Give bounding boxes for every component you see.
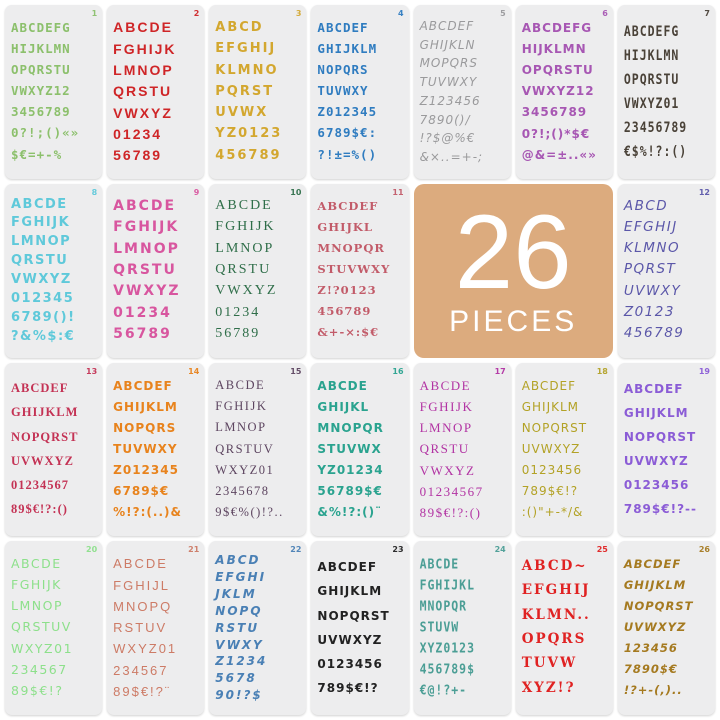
stencil-line: :()"+-*/& (521, 505, 584, 520)
sheet-number: 21 (188, 545, 200, 555)
stencil-line: 456789 (317, 304, 372, 319)
stencil-line: 0123456 (623, 477, 690, 492)
stencil-line: 123456 (623, 640, 678, 655)
stencil-line: ABCDEF (317, 199, 379, 214)
sheet-number: 11 (392, 187, 404, 197)
stencil-line: ABCDE (113, 198, 177, 215)
stencil-line: FGHIJK (113, 219, 180, 236)
piece-count-badge (414, 184, 613, 358)
stencil-sheet (107, 5, 204, 179)
stencil-line: Z012345 (317, 104, 378, 120)
stencil-line: FGHIJK (11, 215, 71, 231)
stencil-line: 89$€!?:() (419, 505, 482, 521)
stencil-line: LMNOP (11, 234, 72, 250)
stencil-line: GHIJKLM (521, 399, 580, 414)
stencil-sheet (516, 5, 613, 179)
stencil-sheet (209, 363, 306, 537)
stencil-line: STUVWX (317, 441, 382, 456)
stencil-line: OPQRSTU (11, 61, 71, 77)
stencil-line: MNOPQR (317, 420, 384, 435)
stencil-line: UVWXYZ (623, 619, 687, 634)
stencil-line: FGHIJKL (419, 576, 476, 593)
stencil-sheet (5, 541, 102, 715)
stencil-line: QRSTU (113, 83, 173, 100)
stencil-line: TUVW (521, 655, 578, 672)
sheet-number: 23 (392, 545, 404, 555)
sheet-number: 24 (494, 545, 506, 555)
stencil-line: HIJKLMN (623, 45, 680, 64)
stencil-line: NOPQRS (317, 61, 369, 77)
stencil-line: ABCDE (11, 555, 62, 571)
stencil-line: GHIJKLM (113, 399, 178, 414)
stencil-line: 7890$€ (623, 661, 678, 676)
stencil-line: 56789 (113, 147, 163, 164)
stencil-line: VWXYZ (419, 462, 476, 478)
stencil-line: VWXYZ (113, 104, 173, 121)
stencil-sheet (516, 363, 613, 537)
sheet-number: 17 (494, 366, 506, 376)
stencil-line: Z0123 (623, 303, 675, 320)
stencil-line: GHIJKLM (317, 584, 383, 599)
stencil-line: ABCD (623, 197, 669, 214)
stencil-line: 89$€!?:() (11, 502, 68, 517)
stencil-line: 6789$€ (113, 484, 170, 499)
sheet-number: 7 (704, 9, 710, 18)
stencil-sheet (414, 363, 511, 537)
stencil-line: HIJKLMN (521, 42, 587, 57)
stencil-line: FGHIJK (11, 577, 62, 593)
stencil-line: GHIJKLM (623, 577, 687, 592)
stencil-line: GHIJKLM (11, 405, 79, 420)
stencil-line: ABCDEFG (11, 19, 71, 35)
stencil-line: UVWXYZ (521, 441, 581, 456)
stencil-line: 789$€!? (317, 680, 379, 695)
stencil-line: ABCDE (11, 196, 68, 212)
stencil-line: ABCD (215, 553, 261, 568)
stencil-line: QRSTU (215, 262, 272, 278)
stencil-line: YZ01234 (317, 462, 384, 477)
stencil-line: STUVW (419, 618, 460, 635)
sheet-number: 2 (193, 9, 200, 18)
stencil-line: NOPQRST (317, 608, 390, 623)
stencil-line: KLMNO (215, 62, 279, 78)
stencil-line: 01234567 (419, 483, 484, 499)
stencil-line: 234567 (113, 662, 169, 678)
stencil-sheet (311, 363, 408, 537)
stencil-sheet (618, 5, 715, 179)
stencil-line: &×..=+-; (419, 150, 484, 164)
stencil-line: ABCDE (215, 378, 266, 393)
stencil-line: PQRST (623, 261, 677, 278)
stencil-line: EFGHI (215, 570, 267, 584)
stencil-line: 3456789 (521, 105, 588, 120)
stencil-line: 3456789 (11, 104, 71, 120)
stencil-line: 012345 (11, 290, 75, 306)
stencil-line: !?+-(,).. (623, 682, 683, 697)
stencil-line: !?$@%€ (419, 131, 476, 146)
stencil-line: Z012345 (113, 462, 179, 477)
stencil-line: GHIJKLM (317, 40, 378, 56)
stencil-line: LMNOP (215, 420, 267, 435)
stencil-line: 456789$ (419, 660, 476, 677)
stencil-line: MOPQRS (419, 56, 478, 71)
stencil-line: ABCDEFG (521, 21, 593, 36)
sheet-number: 10 (290, 187, 302, 197)
stencil-line: 01234 (113, 304, 172, 321)
stencil-sheet (107, 184, 204, 358)
stencil-line: ABCDE (419, 377, 472, 393)
sheet-number: 6 (602, 9, 608, 18)
stencil-line: LMNOP (419, 420, 473, 436)
stencil-line: ABCDEF (113, 378, 173, 393)
stencil-sheet (618, 363, 715, 537)
stencil-line: OPQRSTU (623, 69, 680, 88)
stencil-line: 56789 (215, 326, 261, 342)
stencil-line: ABCDE (113, 19, 173, 36)
stencil-line: GHIJKLM (623, 405, 689, 420)
stencil-line: 456789 (215, 147, 282, 163)
stencil-line: XYZ0123 (419, 639, 476, 656)
sheet-number: 20 (86, 545, 98, 555)
stencil-line: 2345678 (215, 483, 270, 498)
sheet-number: 18 (596, 366, 608, 376)
stencil-sheet (209, 5, 306, 179)
stencil-line: FGHIJK (113, 40, 177, 57)
sheet-number: 13 (86, 366, 98, 376)
stencil-line: UVWXY (623, 282, 682, 299)
stencil-line: 01234567 (11, 477, 69, 492)
stencil-line: &+-×:$€ (317, 325, 380, 340)
stencil-line: 9$€%()!?.. (215, 505, 284, 520)
stencil-line: GHIJKL (317, 399, 370, 414)
stencil-sheet (618, 184, 715, 358)
stencil-line: ABCDEF (521, 378, 577, 393)
stencil-line: OPQRSTU (521, 63, 594, 78)
sheet-number: 4 (397, 9, 404, 18)
stencil-line: GHIJKL (317, 220, 374, 235)
stencil-line: QRSTU (11, 253, 69, 269)
stencil-line: 0123456 (521, 462, 583, 477)
stencil-line: UVWXYZ (623, 453, 689, 468)
stencil-line: VWXYZ01 (623, 93, 680, 112)
stencil-line: 0?!;()*$€ (521, 126, 591, 141)
stencil-line: YZ0123 (215, 126, 283, 142)
stencil-line: %!?:(..)& (113, 505, 182, 520)
stencil-line: 56789 (113, 326, 172, 343)
stencil-line: MNOPQR (419, 597, 468, 614)
stencil-line: Z123456 (419, 93, 481, 108)
stencil-line: ABCD (215, 20, 264, 36)
stencil-line: XYZ!? (521, 679, 576, 696)
stencil-line: JKLM (215, 586, 257, 601)
stencil-sheet (414, 5, 511, 179)
stencil-line: NOPQ (215, 603, 263, 618)
stencil-line: FGHIJK (419, 398, 474, 414)
stencil-line: ABCDEF (11, 381, 69, 396)
stencil-line: UVWXYZ (11, 453, 74, 468)
stencil-line: ABCDEFG (623, 21, 680, 40)
stencil-line: TUVWXY (317, 83, 369, 99)
stencil-line: NOPQRST (623, 598, 694, 613)
stencil-line: QRSTUV (11, 619, 72, 635)
stencil-sheet (516, 541, 613, 715)
stencil-line: PQRST (215, 83, 275, 99)
stencil-line: NOPQRS (113, 420, 177, 435)
stencil-line: WXYZ01 (215, 462, 275, 477)
stencil-line: VWXYZ12 (11, 83, 71, 99)
stencil-sheet (5, 363, 102, 537)
stencil-line: HIJKLMN (11, 40, 71, 56)
stencil-line: €@!?+- (419, 681, 468, 698)
stencil-sheet (5, 5, 102, 179)
stencil-line: UVWX (215, 105, 269, 121)
stencil-line: 6789$€: (317, 125, 378, 141)
stencil-line: LMNOP (215, 240, 275, 256)
stencil-line: OPQRS (521, 631, 587, 647)
stencil-line: 89$€!?¨ (113, 683, 172, 699)
stencil-line: 01234 (113, 126, 163, 143)
stencil-line: LMNOP (113, 240, 180, 257)
stencil-line: ABCDE (317, 378, 368, 393)
stencil-line: VWXYZ (113, 283, 181, 300)
sheet-number: 15 (290, 366, 302, 376)
stencil-sheet (5, 184, 102, 358)
stencil-line: EFGHIJ (623, 218, 678, 235)
stencil-line: TUVWXY (419, 75, 478, 89)
stencil-sheet (414, 541, 511, 715)
sheet-number: 26 (698, 545, 710, 555)
piece-count-label: PIECES (449, 304, 578, 338)
stencil-sheet (209, 541, 306, 715)
stencil-line: QRSTUV (215, 441, 275, 456)
stencil-line: EFGHIJ (215, 41, 277, 57)
stencil-line: FGHIJK (215, 219, 276, 235)
stencil-sheet (107, 541, 204, 715)
stencil-line: 5678 (215, 671, 257, 686)
stencil-sheet (311, 541, 408, 715)
stencil-sheet (311, 5, 408, 179)
stencil-line: ABCD~ (521, 558, 588, 575)
sheet-number: 9 (193, 187, 200, 197)
stencil-line: VWXYZ (215, 283, 278, 299)
stencil-line: RSTU (215, 620, 260, 635)
stencil-line: ABCDEF (317, 560, 378, 575)
stencil-line: LMNOP (113, 62, 174, 79)
stencil-line: 789$€!? (521, 484, 579, 499)
stencil-line: FGHIJK (215, 399, 268, 414)
stencil-line: MNOPQ (113, 598, 173, 614)
stencil-line: NOPQRST (521, 420, 588, 435)
stencil-line: $€=+-% (11, 146, 63, 162)
stencil-line: ?!±=%() (317, 146, 378, 162)
stencil-line: 89$€!? (11, 682, 64, 698)
sheet-number: 5 (500, 9, 506, 18)
stencil-line: 6789()! (11, 309, 76, 325)
stencil-line: TUVWXY (113, 441, 178, 456)
stencil-line: QRSTU (113, 262, 177, 279)
stencil-sheet (311, 184, 408, 358)
stencil-line: VWXYZ (11, 272, 72, 288)
stencil-line: &%!?:()¨ (317, 505, 383, 520)
stencil-line: 0123456 (317, 656, 383, 671)
stencil-line: Z1234 (215, 654, 268, 669)
stencil-line: Z!?0123 (317, 283, 377, 298)
sheet-number: 14 (188, 366, 200, 376)
sheet-number: 19 (698, 366, 710, 376)
sheet-number: 25 (596, 545, 608, 555)
stencil-line: €$%!?:() (623, 141, 688, 160)
stencil-line: GHIJKLN (419, 37, 476, 52)
stencil-line: ?&%$:€ (11, 328, 76, 344)
stencil-line: 0?!;()«» (11, 125, 80, 141)
sheet-number: 8 (91, 187, 98, 197)
stencil-line: STUVWXY (317, 262, 391, 277)
stencil-line: ABCDE (215, 198, 273, 214)
stencil-line: VWXYZ12 (521, 84, 595, 99)
stencil-line: 234567 (11, 661, 68, 677)
stencil-line: 7890()/ (419, 112, 471, 127)
stencil-sheet (618, 541, 715, 715)
stencil-line: 01234 (215, 304, 261, 320)
piece-count: 26 (454, 193, 572, 311)
stencil-line: NOPQRST (11, 429, 79, 444)
stencil-sheet (209, 184, 306, 358)
stencil-sheet (107, 363, 204, 537)
sheet-number: 1 (91, 9, 98, 18)
stencil-line: VWXY (215, 637, 264, 652)
stencil-line: WXYZ01 (11, 640, 74, 656)
sheet-number: 16 (392, 366, 404, 376)
stencil-line: ABCDE (419, 555, 460, 572)
stencil-line: KLMNO (623, 240, 681, 257)
stencil-line: ABCDE (113, 556, 168, 572)
sheet-number: 22 (290, 545, 302, 555)
stencil-line: 789$€!?-- (623, 502, 697, 517)
stencil-line: ABCDEF (623, 381, 684, 396)
stencil-line: @&=±..«» (521, 147, 597, 162)
stencil-line: MNOPQR (317, 241, 385, 256)
stencil-line: UVWXYZ (317, 632, 383, 647)
stencil-line: 23456789 (623, 117, 688, 136)
sheet-number: 12 (698, 187, 710, 197)
stencil-line: QRSTU (419, 441, 470, 457)
stencil-line: 56789$€ (317, 484, 383, 499)
stencil-line: 456789 (623, 325, 685, 342)
stencil-line: ABCDEF (419, 18, 475, 33)
stencil-line: ABCDEF (623, 556, 682, 571)
stencil-line: WXYZ01 (113, 641, 178, 657)
stencil-line: KLMN.. (521, 606, 591, 623)
stencil-line: NOPQRST (623, 429, 697, 444)
stencil-line: ABCDEF (317, 19, 369, 35)
stencil-line: 90!?$ (215, 688, 263, 703)
stencil-line: EFGHIJ (521, 582, 591, 599)
stencil-line: FGHIJL (113, 577, 170, 593)
stencil-line: LMNOP (11, 598, 63, 614)
sheet-number: 3 (295, 9, 302, 18)
stencil-line: RSTUV (113, 620, 168, 636)
